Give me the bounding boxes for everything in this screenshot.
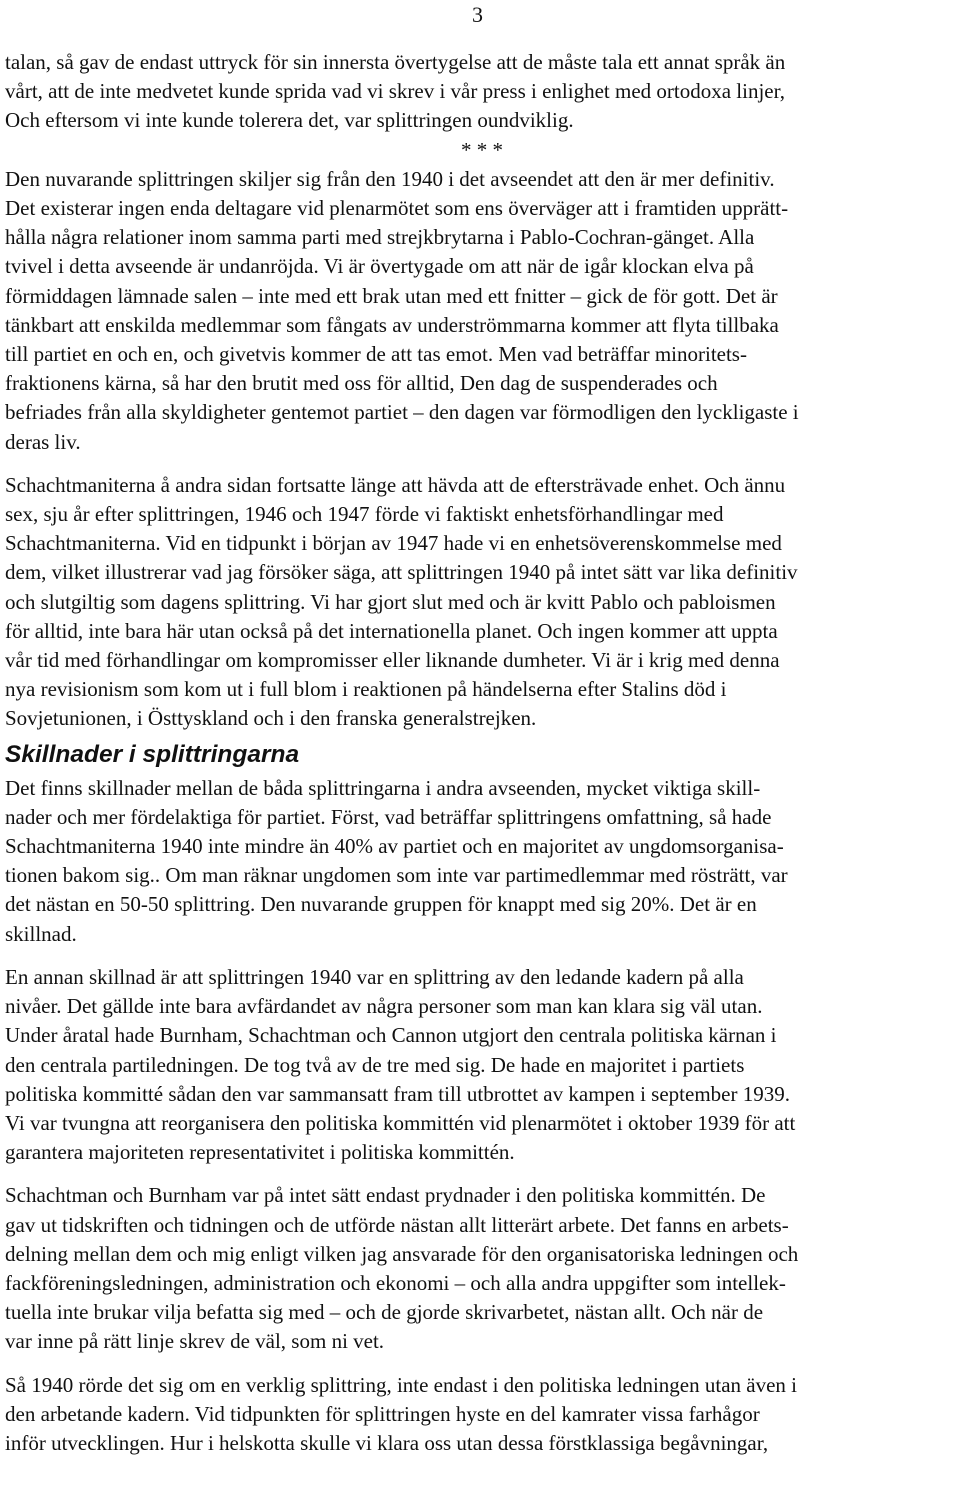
text-line: talan, så gav de endast uttryck för sin innersta övertygelse att de måste tala ett annat språk än bbox=[5, 50, 786, 74]
paragraph-4 bbox=[5, 774, 957, 949]
paragraph-gap bbox=[5, 1357, 957, 1371]
text-line: Schachtmaniterna. Vid en tidpunkt i början av 1947 hade vi en enhetsöverenskommelse med bbox=[5, 531, 782, 556]
text-line: En annan skillnad är att splittringen 1940 var en splittring av den ledande kadern på alla bbox=[5, 964, 744, 989]
page-number: 3 bbox=[472, 2, 483, 27]
section-heading: Skillnader i splittringarna bbox=[5, 740, 300, 768]
paragraph-5 bbox=[5, 963, 957, 1167]
text-line: den centrala partiledningen. De tog två av de tre med sig. De hade en majoritet i partiets bbox=[5, 1052, 745, 1077]
text-line: Schachtmaniterna å andra sidan fortsatte länge att hävda att de eftersträvade enhet. Och ännu bbox=[5, 472, 786, 497]
text-line: politiska kommitté sådan den var sammansatt fram till utbrottet av kampen i september 1939. bbox=[5, 1081, 790, 1106]
text-line: nader och mer fördelaktiga för partiet. Först, vad beträffar splittringens omfattning, så hade bbox=[5, 804, 772, 829]
document-body bbox=[5, 48, 957, 1458]
text-line: Den nuvarande splittringen skiljer sig från den 1940 i det avseendet att den är mer definitiv. bbox=[5, 166, 775, 191]
text-line: för alltid, inte bara här utan också på det internationella planet. Och ingen kommer att uppta bbox=[5, 618, 778, 643]
section-separator: * * * bbox=[461, 137, 503, 162]
text-line: tuella inte brukar vilja befatta sig med – och de gjorde skrivarbetet, nästan allt. Och när de bbox=[5, 1300, 764, 1325]
text-line: förmiddagen lämnade salen – inte med ett brak utan med ett fnitter – gick de för gott. Det är bbox=[5, 283, 778, 308]
paragraph-gap bbox=[5, 457, 957, 471]
text-line: hålla några relationer inom samma parti med strejkbrytarna i Pablo-Cochran-gänget. Alla bbox=[5, 225, 755, 250]
text-line: inför utvecklingen. Hur i helskotta skulle vi klara oss utan dessa förstklassiga begåvningar, bbox=[5, 1430, 769, 1455]
text-line: garantera majoriteten representativitet i politiska kommittén. bbox=[5, 1140, 515, 1165]
text-line: Och eftersom vi inte kunde tolerera det, var splittringen oundviklig. bbox=[5, 108, 574, 133]
text-line: det nästan en 50-50 splittring. Den nuvarande gruppen för knappt med sig 20%. Det är en bbox=[5, 892, 757, 917]
paragraph-gap bbox=[5, 949, 957, 963]
text-line: vår tid med förhandlingar om kompromisser eller liknande dumheter. Vi är i krig med denna bbox=[5, 648, 780, 673]
text-line: var inne på rätt linje skrev de väl, som ni vet. bbox=[5, 1329, 385, 1354]
text-line: Så 1940 rörde det sig om en verklig splittring, inte endast i den politiska ledningen utan även i bbox=[5, 1372, 798, 1397]
text-line: och slutgiltig som dagens splittring. Vi har gjort slut med och är kvitt Pablo och pabloismen bbox=[5, 589, 776, 614]
text-line: Vi var tvungna att reorganisera den politiska kommittén vid plenarmötet i oktober 1939 för att bbox=[5, 1110, 796, 1135]
text-line: befriades från alla skyldigheter gentemot partiet – den dagen var förmodligen den lyckligaste i bbox=[5, 400, 799, 425]
text-line: tänkbart att enskilda medlemmar som fångats av underströmmarna kommer att flyta tillbaka bbox=[5, 312, 779, 337]
text-line: dem, vilket illustrerar vad jag försöker säga, att splittringen 1940 på intet sätt var lika definitiv bbox=[5, 560, 798, 585]
text-line: till partiet en och en, och givetvis kommer de att tas emot. Men vad beträffar minoritets- bbox=[5, 342, 747, 367]
paragraph-2 bbox=[5, 165, 957, 457]
text-line: Under åratal hade Burnham, Schachtman och Cannon utgjort den centrala politiska kärnan i bbox=[5, 1023, 777, 1048]
text-line: gav ut tidskriften och tidningen och de utförde nästan allt litterärt arbete. Det fanns en arbets- bbox=[5, 1212, 789, 1237]
text-line: fraktionens kärna, så har den brutit med oss för alltid, Den dag de suspenderades och bbox=[5, 371, 718, 396]
text-line: skillnad. bbox=[5, 921, 77, 946]
text-line: tvivel i detta avseende är undanröjda. Vi är övertygade om att när de igår klockan elva på bbox=[5, 254, 754, 279]
text-line: nya revisionism som kom ut i full blom i reaktionen på händelserna efter Stalins död i bbox=[5, 677, 727, 702]
paragraph-gap bbox=[5, 1167, 957, 1181]
paragraph-3 bbox=[5, 471, 957, 734]
text-line: sex, sju år efter splittringen, 1946 och 1947 förde vi faktiskt enhetsförhandlingar med bbox=[5, 502, 724, 527]
text-line: deras liv. bbox=[5, 429, 81, 454]
text-line: tionen bakom sig.. Om man räknar ungdomen som inte var partimedlemmar med rösträtt, var bbox=[5, 863, 788, 888]
text-line: delning mellan dem och mig enligt vilken jag ansvarade för den organisatoriska ledningen och bbox=[5, 1241, 799, 1266]
text-line: den arbetande kadern. Vid tidpunkten för splittringen hyste en del kamrater vissa farhågor bbox=[5, 1401, 760, 1426]
text-line: nivåer. Det gällde inte bara avfärdandet av några personer som man kan klara sig väl utan. bbox=[5, 994, 763, 1019]
paragraph-1 bbox=[5, 48, 957, 136]
text-line: vårt, att de inte medvetet kunde sprida vad vi skrev i vår press i enlighet med ortodoxa linjer, bbox=[5, 79, 786, 104]
text-line: fackföreningsledningen, administration och ekonomi – och alla andra uppgifter som intellek- bbox=[5, 1270, 786, 1295]
paragraph-7 bbox=[5, 1371, 957, 1459]
text-line: Sovjetunionen, i Östtyskland och i den franska generalstrejken. bbox=[5, 706, 537, 731]
paragraph-6 bbox=[5, 1181, 957, 1356]
text-line: Det finns skillnader mellan de båda splittringarna i andra avseenden, mycket viktiga skill- bbox=[5, 775, 761, 800]
text-line: Det existerar ingen enda deltagare vid plenarmötet som ens överväger att i framtiden upprätt- bbox=[5, 196, 789, 221]
text-line: Schachtman och Burnham var på intet sätt endast prydnader i den politiska kommittén. De bbox=[5, 1183, 766, 1208]
text-line: Schachtmaniterna 1940 inte mindre än 40% av partiet och en majoritet av ungdomsorganisa- bbox=[5, 834, 784, 859]
